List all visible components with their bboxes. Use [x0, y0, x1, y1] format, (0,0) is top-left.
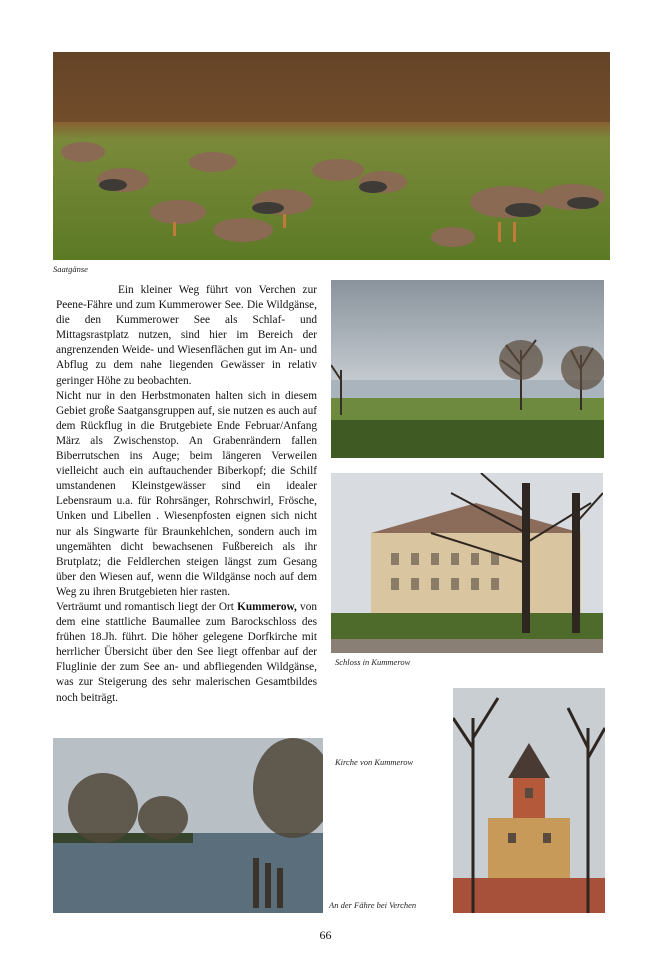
place-name-kummerow: Kummerow, — [237, 600, 297, 613]
lake-photo — [331, 280, 604, 458]
church-caption: Kirche von Kummerow — [335, 757, 414, 767]
geese-photo — [53, 52, 610, 260]
geese-caption: Saatgänse — [53, 264, 88, 274]
article-text — [56, 283, 317, 706]
paragraph-3-rest: von dem eine stattliche Baumallee zum Barockschloss des frühen 18.Jh. führt. Die höher gelegene Dorfkirche mit herrlicher Übersicht über den See liegt offenbar auf der Fluglinie der zum See an- und abfliegenden Wildgänse, was zur Steigerung des sehr malerischen Gesamtbildes noch beiträgt. — [56, 600, 317, 704]
ferry-caption: An der Fähre bei Verchen — [329, 900, 417, 910]
paragraph-3-start: Verträumt und romantisch liegt der Ort — [56, 600, 238, 613]
paragraph-1: Ein kleiner Weg führt von Verchen zur Peene-Fähre und zum Kummerower See. Die Wildgänse, die den Kummerower See als Schlaf- und Mittagsrastplatz nutzen, sind hier im Bereich der angrenzenden Weide- und Wiesenflächen gut im An- und Abflug zu dem nahe liegenden Gewässer in relativ geringer Höhe zu beobachten. — [56, 284, 317, 387]
church-photo — [453, 688, 605, 913]
castle-caption: Schloss in Kummerow — [335, 657, 411, 667]
paragraph-3 — [56, 600, 317, 706]
paragraph-2: Nicht nur in den Herbstmonaten halten sich in diesem Gebiet große Saatgansgruppen auf, sie nutzen es auch auf dem Rückflug in die Brutgebiete Ende Februar/Anfang März als Zwischenstop. An Grabenrändern fallen Biberrutschen ins Auge; beim längeren Verweilen vielleicht auch ein auftauchender Biberkopf; die Schilf umstandenen Kleinstgewässer sind ein idealer Lebensraum u.a. für Rohrsänger, Rohrschwirl, Frösche, Unken und Libellen . Wiesenpfosten eignen sich nicht nur als Singwarte für Braunkehlchen, sondern auch im ungemähten dicht bewachsenen Fußbereich als ihr Brutplatz; die Feldlerchen steigen längst zum Gesang über den Wiesen auf, wenn die Wildgänse noch auf dem Weg zu ihren Brutgebieten hier rasten. — [56, 389, 317, 598]
ferry-photo — [53, 738, 323, 913]
page-number: 66 — [319, 928, 332, 942]
castle-photo — [331, 473, 603, 653]
